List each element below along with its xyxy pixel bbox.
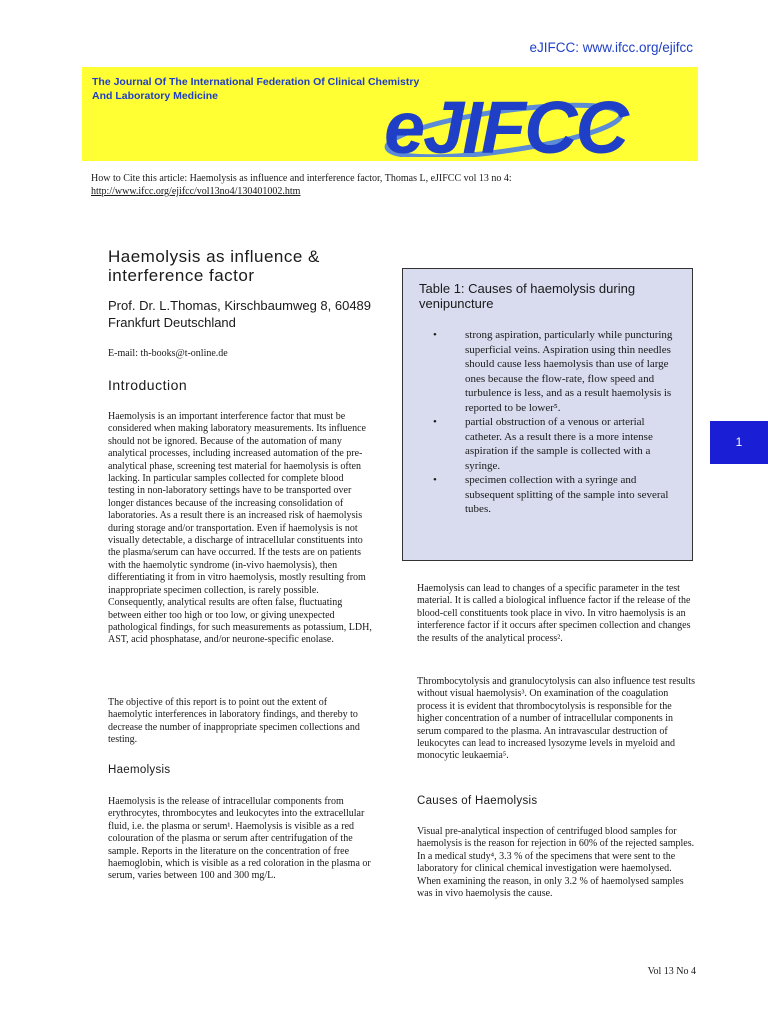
introduction-paragraph-1: Haemolysis is an important interference factor that must be considered when making laboratory measurements. Its influence should not be ignored. Because of the automation of many analytical processes, including increased automation of the pre-analytical phase, screening test material for haemolysis is often lacking. In particular samples collected for complete blood testing in non-laboratory settings have to be transported over longer distances because of the increasing consolidation of laboratories. As a result there is an increased risk of haemolysis during storage and/or transportation. Even if haemolysis is not visually detectable, a discharge of intracellular constituents into the plasma/serum can have occurred. If the tests are on patients with the haemolytic syndrome (in-vivo haemolysis), then differentiating it from in vitro haemolysis, mostly resulting from inappropriate specimen collection, is rarely possible. Consequently, analytical results are often false, fluctuating between either too high or too low, or giving unexpected pathological findings, for such measurements as potassium, LDH, AST, acid phosphatase, and/or neurone-specific enolase. xyxy=(108,411,372,646)
bullet-icon: • xyxy=(433,329,437,341)
table-1-title: Table 1: Causes of haemolysis during venipuncture xyxy=(419,281,636,311)
haemolysis-heading: Haemolysis xyxy=(108,764,171,776)
citation-link[interactable]: http://www.ifcc.org/ejifcc/vol13no4/130401002.htm xyxy=(91,186,301,197)
article-author: Prof. Dr. L.Thomas, Kirschbaumweg 8, 60489 Frankfurt Deutschland xyxy=(108,298,372,330)
causes-paragraph: Visual pre-analytical inspection of centrifuged blood samples for haemolysis is the reason for rejection in 60% of the rejected samples. In a medical study⁴, 3.3 % of the specimens that were sent to the laboratory for clinical chemical investigation were haemolysed. When examining the reason, in only 3.2 % of haemolysed samples was in vivo haemolysis the cause. xyxy=(417,826,695,900)
article-title: Haemolysis as influence & interference factor xyxy=(108,247,320,285)
journal-banner xyxy=(82,67,698,161)
citation xyxy=(91,172,681,198)
citation-prefix: How to Cite this article: Haemolysis as influence and interference factor, Thomas L, eJIFCC vol 13 no 4: xyxy=(91,173,512,184)
journal-site-link[interactable]: eJIFCC: www.ifcc.org/ejifcc xyxy=(529,40,693,55)
introduction-paragraph-2: The objective of this report is to point out the extent of haemolytic interferences in laboratory findings, and thereby to decrease the number of inappropriate specimen collections and testing. xyxy=(108,697,360,746)
footer-volume: Vol 13 No 4 xyxy=(647,966,696,977)
haemolysis-paragraph: Haemolysis is the release of intracellular components from erythrocytes, thrombocytes and leukocytes into the extracellular fluid, i.e. the plasma or serum¹. Haemolysis is visible as a red colouration of the plasma or serum after centrifugation of the sample. Reports in the literature on the concentration of free haemoglobin, which is visible as a red coloration in the plasma or serum, varies between 100 and 300 mg/L. xyxy=(108,796,371,882)
page-number-tab: 1 xyxy=(710,421,768,464)
table-1-box xyxy=(402,268,693,561)
table-1-item: • specimen collection with a syringe and subsequent splitting of the sample into several tubes. xyxy=(433,474,669,515)
ejifcc-logo xyxy=(384,91,654,157)
table-1-list xyxy=(433,328,683,517)
author-email: E-mail: th-books@t-online.de xyxy=(108,348,228,359)
table-1-item: • strong aspiration, particularly while puncturing superficial veins. Aspiration using thin needles should cause less haemolysis than use of large ones because the flow-rate, flow speed and turbulence is less, and as a result haemolysis is reported to be lower⁵. xyxy=(433,329,673,414)
banner-line-2: And Laboratory Medicine xyxy=(92,90,219,102)
logo-wordmark: eJIFCC xyxy=(384,91,627,157)
introduction-heading: Introduction xyxy=(108,377,188,393)
bullet-icon: • xyxy=(433,416,437,428)
right-paragraph-2: Thrombocytolysis and granulocytolysis can also influence test results without visual haemolysis³. On examination of the coagulation process it is evident that thrombocytolysis is responsible for the higher concentration of a number of intracellular components in serum compared to the plasma. An intravascular destruction of leukocytes can lead to increased lysozyme levels in myeloid and monocytic leukaemia⁵. xyxy=(417,676,695,762)
bullet-icon: • xyxy=(433,474,437,486)
table-1-item: • partial obstruction of a venous or arterial catheter. As a result there is a more intense aspiration if the sample is collected with a syringe. xyxy=(433,416,653,472)
banner-line-1: The Journal Of The International Federation Of Clinical Chemistry xyxy=(92,76,420,88)
right-paragraph-1: Haemolysis can lead to changes of a specific parameter in the test material. It is called a biological influence factor if the release of the blood-cell constituents took place in vivo. In vitro haemolysis is an interference factor if it occurs after specimen collection and changes the results of the analytical process². xyxy=(417,583,691,644)
causes-heading: Causes of Haemolysis xyxy=(417,795,538,807)
